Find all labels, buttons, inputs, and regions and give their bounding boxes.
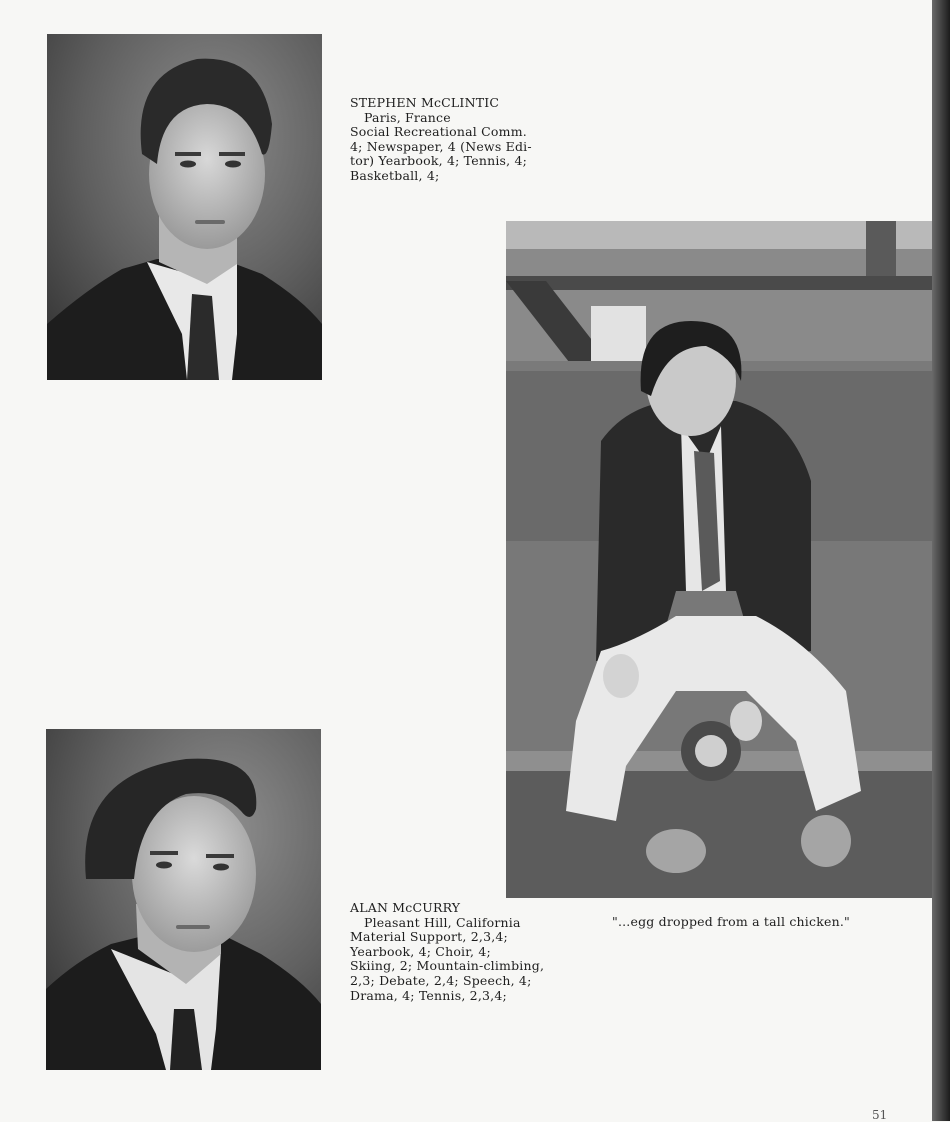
student-hometown: Paris, France bbox=[364, 109, 451, 125]
student-hometown: Pleasant Hill, California bbox=[364, 914, 521, 930]
portrait-photo-alan-mccurry bbox=[46, 729, 321, 1070]
student-bio-2 bbox=[350, 901, 544, 1003]
activities-line: Skiing, 2; Mountain-climbing, bbox=[350, 958, 545, 974]
activities-line: 4; Newspaper, 4 (News Edi- bbox=[350, 138, 532, 154]
activities-line: Drama, 4; Tennis, 2,3,4; bbox=[350, 987, 507, 1003]
activities-line: Yearbook, 4; Choir, 4; bbox=[350, 943, 491, 959]
page-binding-edge bbox=[932, 0, 950, 1121]
candid-photo bbox=[506, 221, 932, 898]
activities-line: Material Support, 2,3,4; bbox=[350, 929, 508, 945]
activities-line: tor) Yearbook, 4; Tennis, 4; bbox=[350, 153, 528, 169]
student-bio-1 bbox=[350, 96, 532, 184]
student-name: ALAN McCURRY bbox=[350, 900, 461, 915]
activities-line: Basketball, 4; bbox=[350, 167, 440, 183]
activities-line: 2,3; Debate, 2,4; Speech, 4; bbox=[350, 972, 532, 988]
student-name: STEPHEN McCLINTIC bbox=[350, 95, 500, 110]
activities-line: Social Recreational Comm. bbox=[350, 124, 527, 140]
portrait-photo-stephen-mcclintic bbox=[47, 34, 322, 380]
candid-photo-caption: "...egg dropped from a tall chicken." bbox=[612, 914, 850, 929]
page-number: 51 bbox=[872, 1108, 888, 1122]
